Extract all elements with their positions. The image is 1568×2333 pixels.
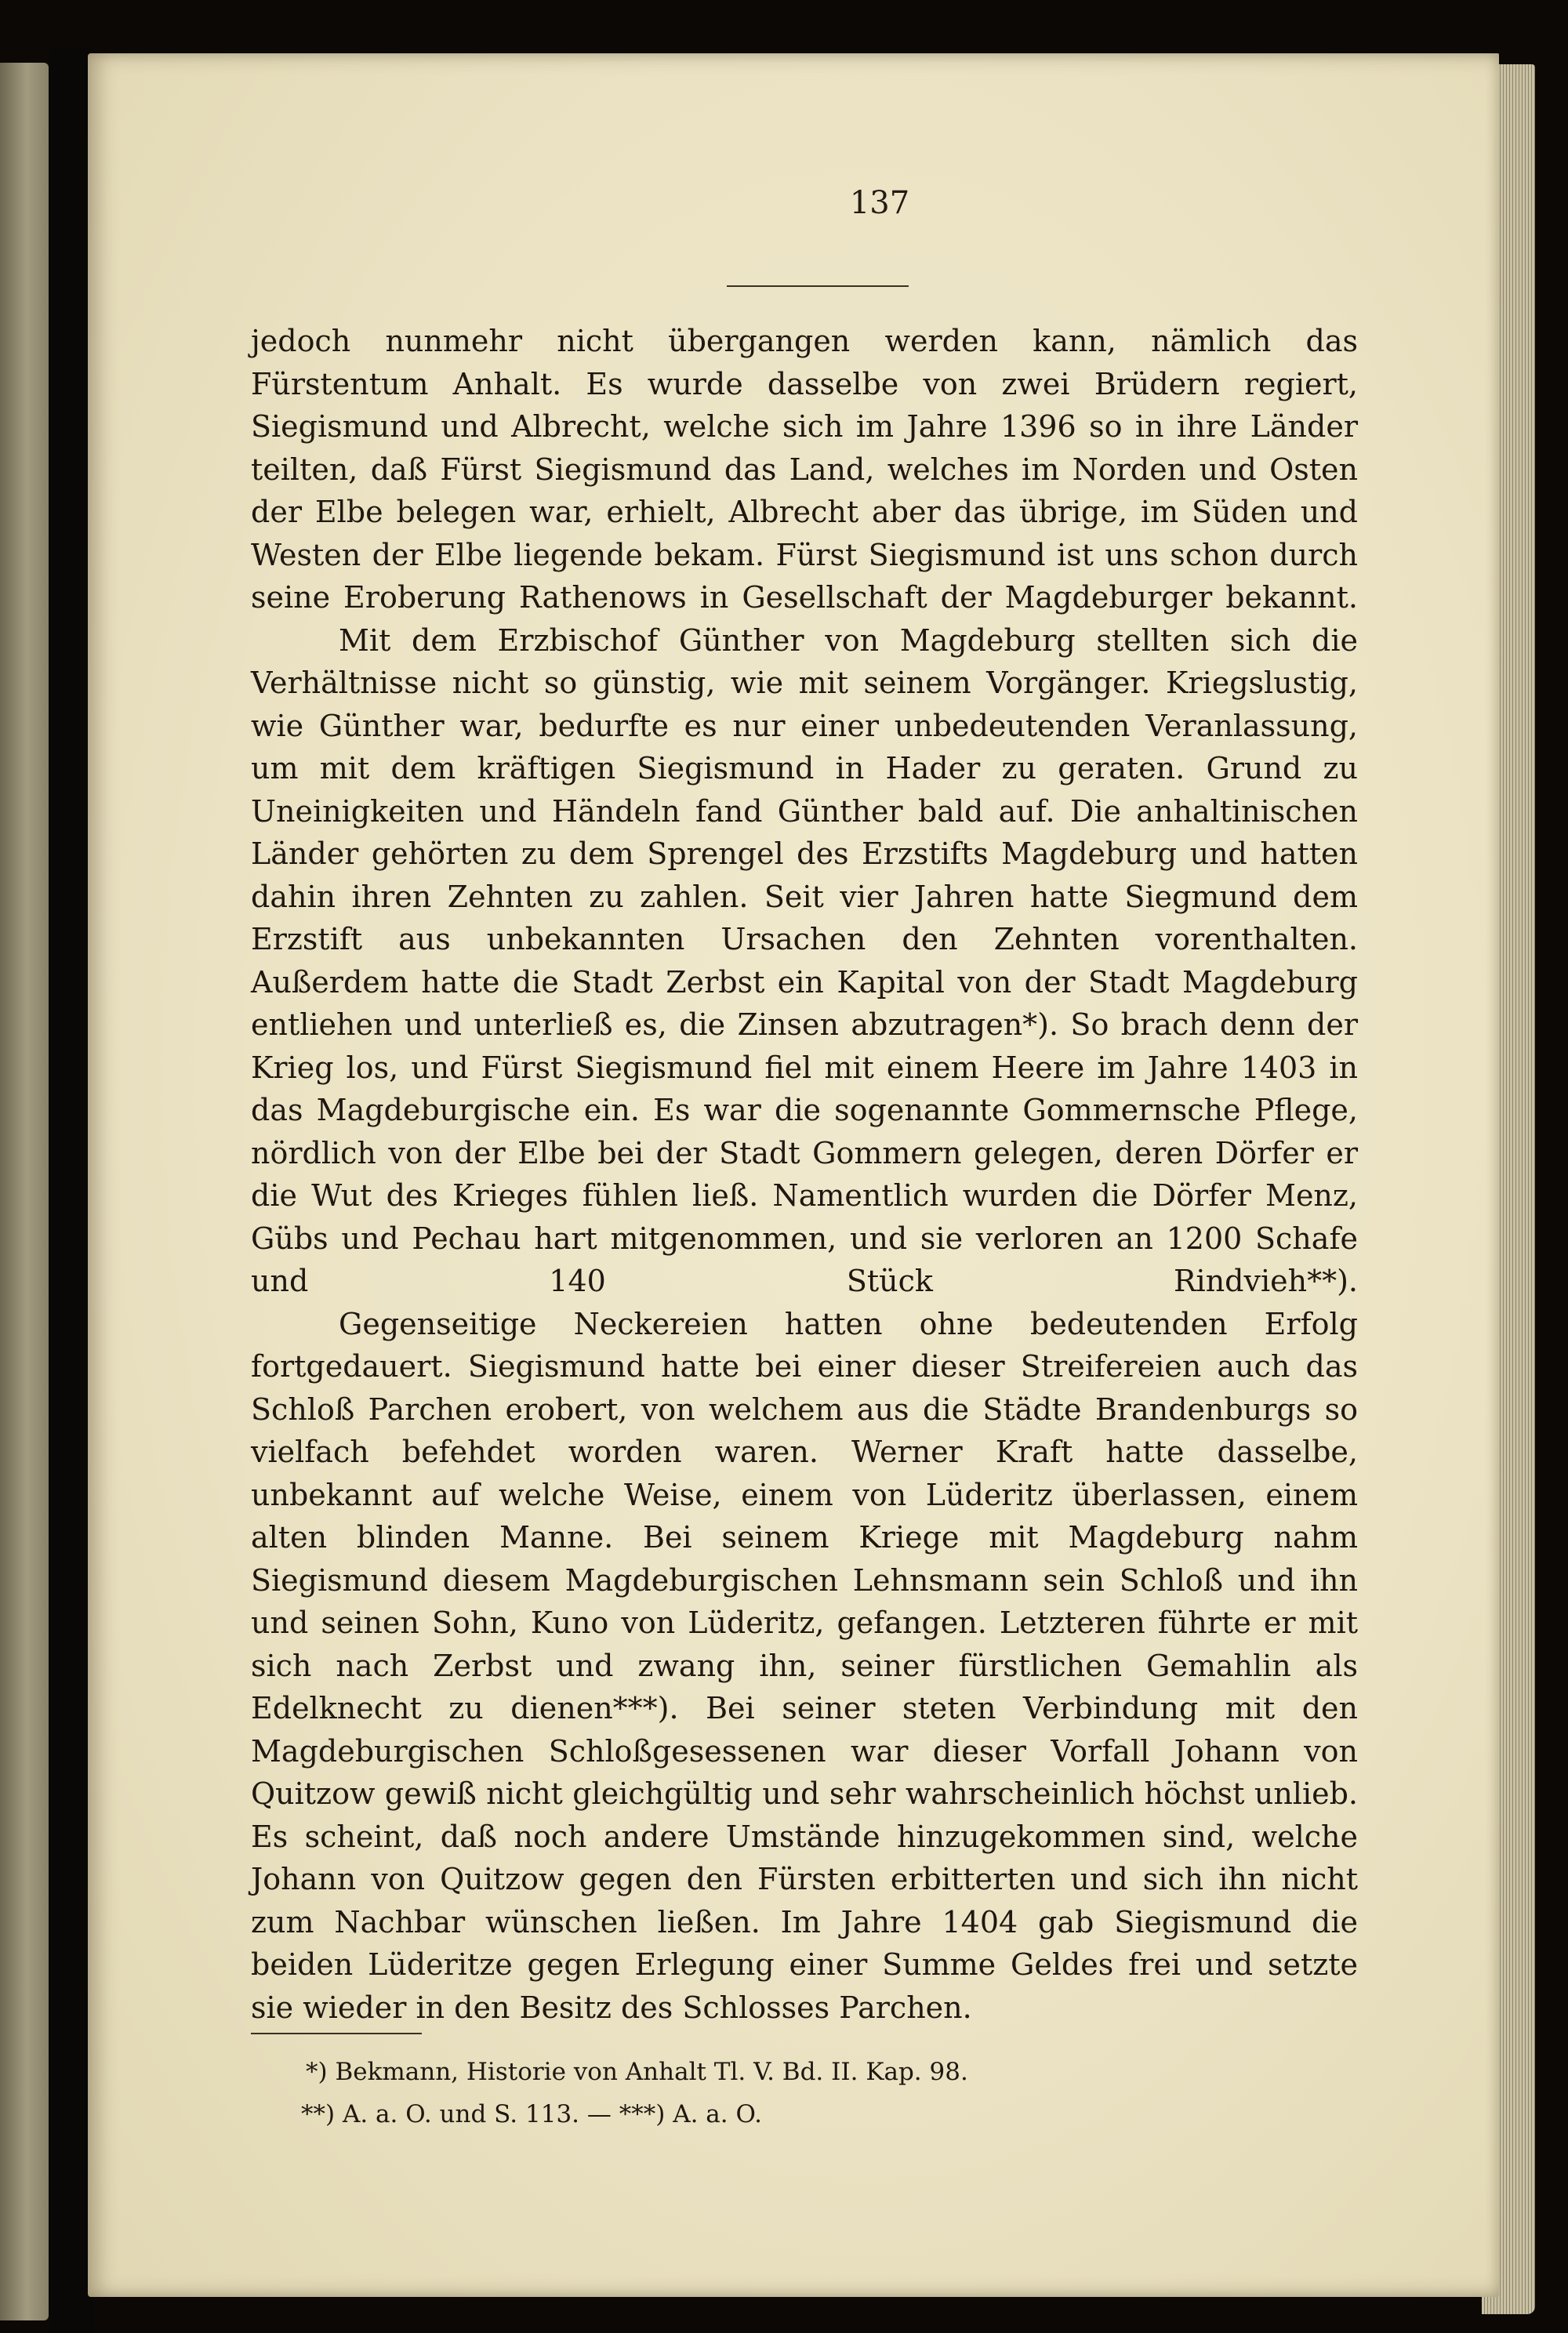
footnote-rule bbox=[251, 2033, 422, 2034]
paragraph-3: Gegenseitige Neckereien hatten ohne bedeutenden Erfolg fortgedauert. Siegismund hatte bei einer dieser Streifereien auch das Schloß Parchen erobert, von welchem aus die Städte Brandenburgs so vielfach befehdet worden waren. Werner Kraft hatte dasselbe, unbekannt auf welche Weise, einem von Lüderitz überlassen, einem alten blinden Manne. Bei seinem Kriege mit Magdeburg nahm Siegismund diesem Magdeburgischen Lehnsmann sein Schloß und ihn und seinen Sohn, Kuno von Lüderitz, gefangen. Letzteren führte er mit sich nach Zerbst und zwang ihn, seiner fürstlichen Gemahlin als Edelknecht zu dienen***). Bei seiner steten Verbindung mit den Magdeburgischen Schloßgesessenen war dieser Vorfall Johann von Quitzow gewiß nicht gleichgültig und sehr wahrscheinlich höchst unlieb. Es scheint, daß noch andere Umstände hinzugekommen sind, welche Johann von Quitzow gegen den Fürsten erbitterten und sich ihn nicht zum Nachbar wünschen ließen. Im Jahre 1404 gab Siegismund die beiden Lüderitze gegen Erlegung einer Summe Geldes frei und setzte sie wieder in den Besitz des Schlosses Parchen. bbox=[251, 1306, 1358, 2025]
body-text bbox=[251, 320, 1358, 2029]
footnotes bbox=[301, 2051, 1325, 2135]
paragraph-1: jedoch nunmehr nicht übergangen werden kann, nämlich das Fürstentum Anhalt. Es wurde dasselbe von zwei Brüdern regiert, Siegismund und Albrecht, welche sich im Jahre 1396 so in ihre Länder teilten, daß Fürst Siegismund das Land, welches im Norden und Osten der Elbe belegen war, erhielt, Albrecht aber das übrige, im Süden und Westen der Elbe liegende bekam. Fürst Siegismund ist uns schon durch seine Eroberung Rathenows in Gesellschaft der Magdeburger bekannt. bbox=[251, 324, 1358, 615]
book-page bbox=[88, 53, 1499, 2297]
header-rule bbox=[727, 285, 909, 287]
paragraph-2: Mit dem Erzbischof Günther von Magdeburg stellten sich die Verhältnisse nicht so günstig, wie mit seinem Vorgänger. Kriegslustig, wie Günther war, bedurfte es nur einer unbedeutenden Veranlassung, um mit dem kräftigen Siegismund in Hader zu geraten. Grund zu Uneinigkeiten und Händeln fand Günther bald auf. Die anhaltinischen Länder gehörten zu dem Sprengel des Erzstifts Magdeburg und hatten dahin ihren Zehnten zu zahlen. Seit vier Jahren hatte Siegmund dem Erzstift aus unbekannten Ursachen den Zehnten vorenthalten. Außerdem hatte die Stadt Zerbst ein Kapital von der Stadt Magdeburg entliehen und unterließ es, die Zinsen abzutragen*). So brach denn der Krieg los, und Fürst Siegismund fiel mit einem Heere im Jahre 1403 in das Magdeburgische ein. Es war die sogenannte Gommernsche Pflege, nördlich von der Elbe bei der Stadt Gommern gelegen, deren Dörfer er die Wut des Krieges fühlen ließ. Namentlich wurden die Dörfer Menz, Gübs und Pechau hart mitgenommen, und sie verloren an 1200 Schafe und 140 Stück Rindvieh**). bbox=[251, 622, 1358, 1298]
footnote-1: *) Bekmann, Historie von Anhalt Tl. V. Bd. II. Kap. 98. bbox=[306, 2058, 968, 2086]
page-number: 137 bbox=[849, 185, 910, 221]
footnote-2: **) A. a. O. und S. 113. — ***) A. a. O. bbox=[301, 2100, 762, 2128]
left-page-edge bbox=[0, 63, 49, 2320]
